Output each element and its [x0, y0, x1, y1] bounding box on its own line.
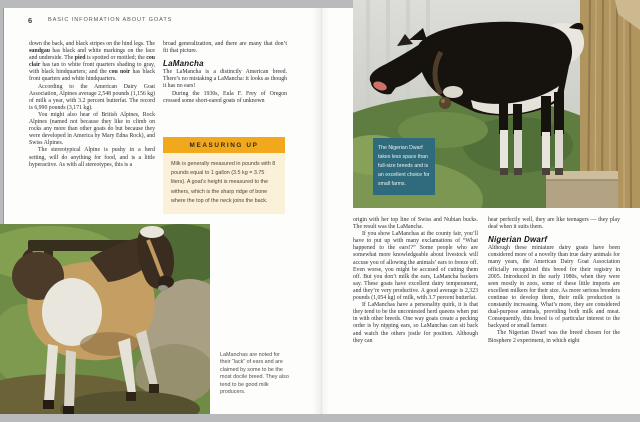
section-heading: Nigerian Dwarf — [488, 235, 548, 245]
photo-caption-overlay: The Nigerian Dwarf takes less space than full-size breeds and is an excellent choice for small farms. — [373, 138, 435, 195]
paragraph: You might also hear of British Alpines, Rock Alpines (named not because they like to climb on rocks any more than other goats do but because they were developed in America by Mary Edna Rock), and Swiss Alpines. — [29, 111, 155, 147]
page-number: 6 — [28, 16, 33, 25]
paragraph: down the back, and black stripes on the hind legs. The sundgau has black and white markings on the face and underside. The pied is spotted or mottled; the cou clair has tan to white front quarters shading to gray, with black hindquarters; and the cou noir has black front quarters and white hindquarters. — [29, 41, 155, 83]
paragraph: hear perfectly well, they are like teenagers — they play deaf when it suits them. — [488, 217, 620, 231]
sidebar-title: MEASURING UP — [163, 137, 285, 153]
section-heading: LaMancha — [163, 59, 204, 69]
paragraph: If you show LaManchas at the county fair, you’ll have to put up with many exclamations of “What happened to the ears!?” Some people who are somewhat more knowledgeable about livestock will accuse you of allowing the animals’ ears to freeze off. Even worse, you might be accused of cutting them off. But you don’t milk the ears, LaMancha backers say. These goats have excellent dairy temperament, and they’re very productive. A good average is 2,323 pounds (1,054 kg) of milk, with 3.7 percent butterfat. — [353, 231, 479, 302]
measuring-up-sidebar — [163, 137, 285, 214]
paragraph: broad generalization, and there are many that don’t fit that picture. — [163, 41, 287, 55]
lamancha-goat-illustration — [0, 224, 210, 414]
nigerian-dwarf-photo — [353, 0, 640, 208]
sidebar-body-text: Milk is generally measured in pounds with 8 pounds equal to 1 gallon (3.5 kg = 3.75 liters). A goat’s height is measured to the withers, which is the sharp ridge of bone where the top of the neck joins the back. — [163, 153, 285, 214]
right-page-column-1 — [353, 217, 478, 345]
left-page-column-2 — [163, 41, 287, 105]
paragraph: During the 1930s, Eula F. Frey of Oregon crossed some short-eared goats of unknown — [163, 90, 287, 104]
page-gutter-shadow — [312, 8, 330, 414]
paragraph: The stereotypical Alpine is pushy in a herd setting, will do anything for food, and is a little hyperactive. As with all stereotypes, this is a — [29, 147, 155, 168]
left-page-column-1 — [29, 41, 155, 169]
lamancha-photo — [0, 224, 210, 414]
paragraph: Although these miniature dairy goats have been considered more of a novelty than true dairy animals for many years, the American Dairy Goat Association officially recognized this breed for their registry in 2005. Introduced in the early 1980s, when they were seen mostly in zoos, some of these little imports are excellent milkers for their size. As more serious breeders continue to develop them, their milk production is constantly increasing. What’s more, they are considered dual-purpose animals, providing both milk and meat. Consequently, this breed is of particular interest to the backyard or small farmer. — [488, 245, 620, 330]
chapter-title: BASIC INFORMATION ABOUT GOATS — [48, 17, 173, 23]
lamancha-photo-caption: LaManchas are noted for their “lack” of ears and are claimed by some to be the most docile breed. They also tend to be good milk producers. — [220, 352, 289, 396]
right-page-column-2 — [488, 217, 620, 345]
paragraph: origin with her top line of Swiss and Nubian bucks. The result was the LaMancha. — [353, 217, 478, 231]
paragraph: The LaMancha is a distinctly American breed. There’s no mistaking a LaMancha: it looks as though it has no ears! — [163, 69, 287, 90]
paragraph: According to the American Dairy Goat Association, Alpines average 2,548 pounds (1,156 kg) of milk a year, with 3.2 percent butterfat. The record is 6,990 pounds (3,171 kg). — [29, 83, 155, 111]
paragraph: The Nigerian Dwarf was the breed chosen for the Biosphere 2 experiment, in which eight — [488, 330, 620, 344]
paragraph: If LaManchas have a personality quirk, it is that they tend to be the uncontested herd queens when put in with other breeds. One way goats create a pecking order is by nipping ears, so LaManchas can sit back and watch the others jostle for position. Although they can — [353, 302, 478, 344]
